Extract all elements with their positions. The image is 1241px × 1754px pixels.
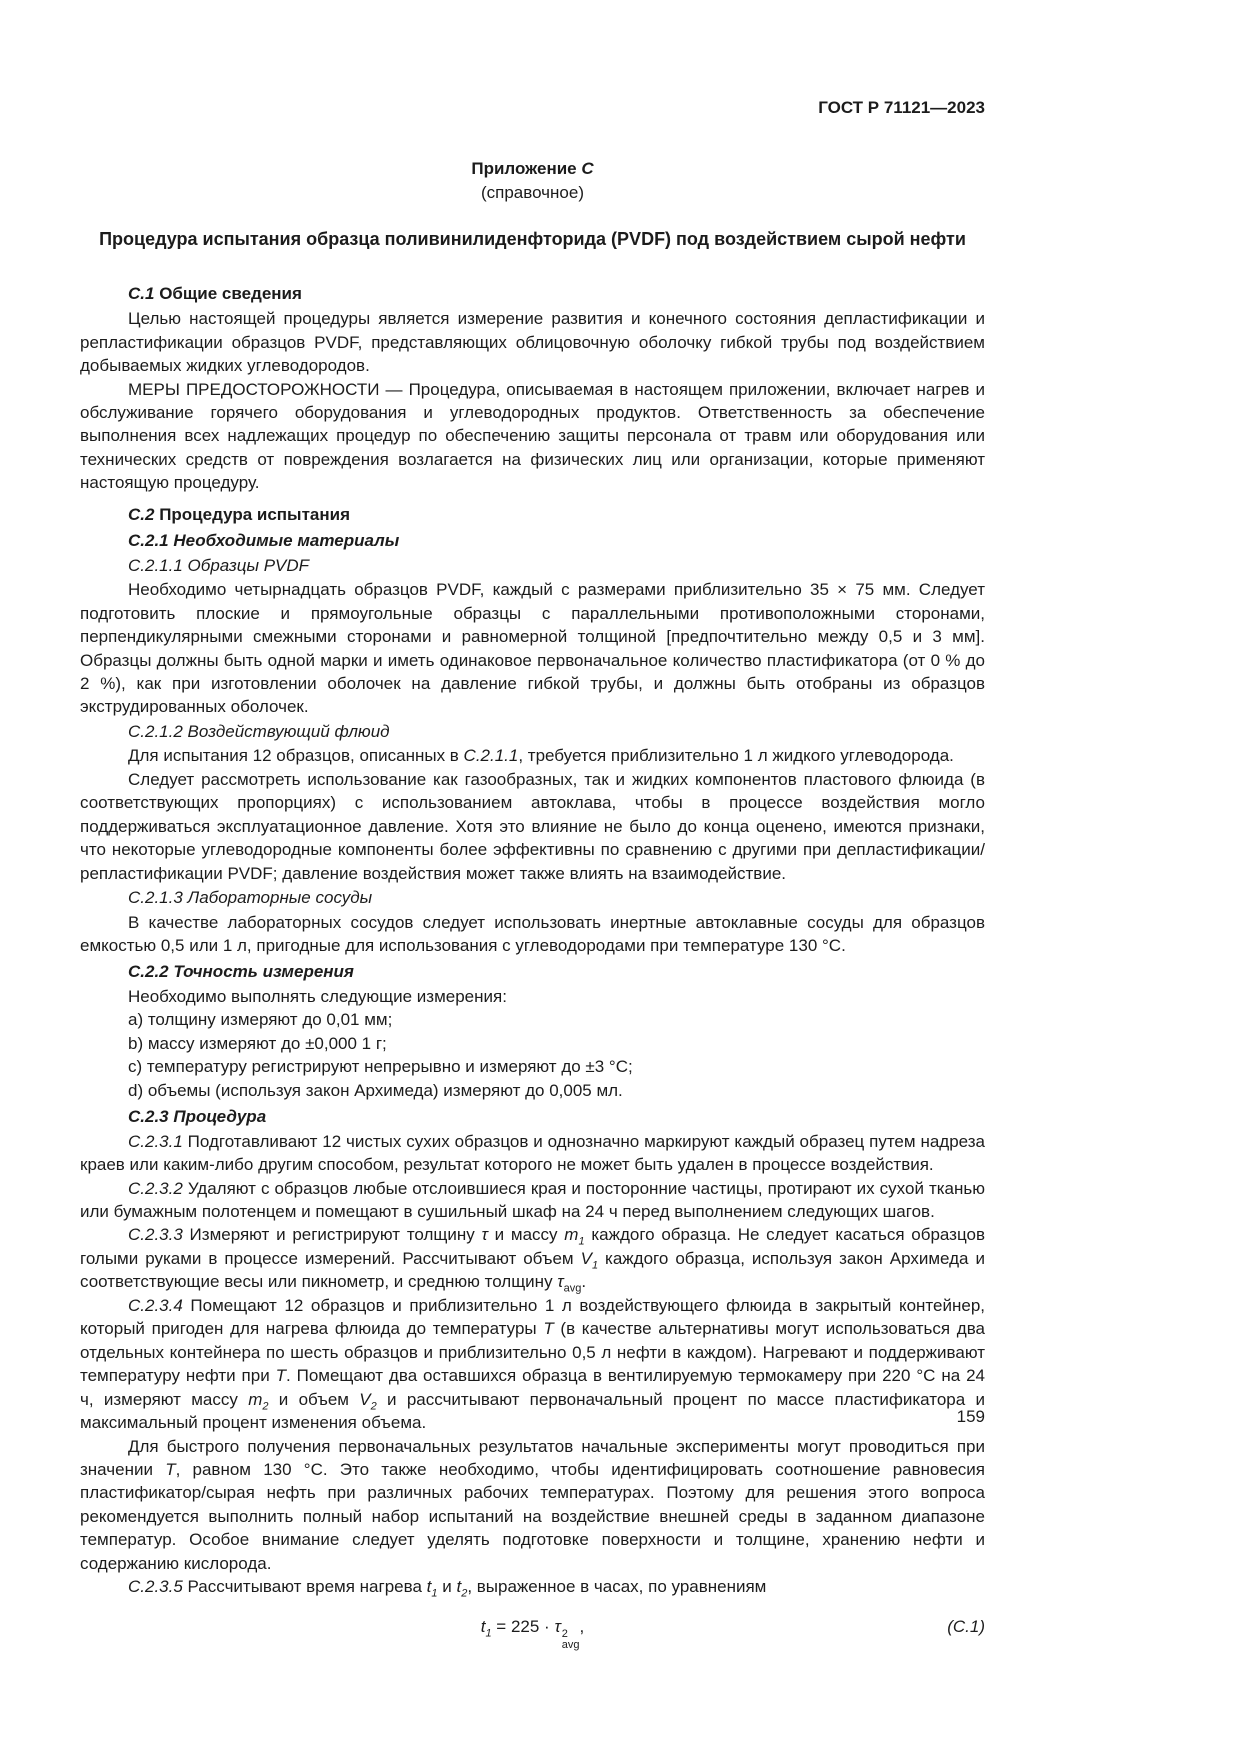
paragraph: Целью настоящей процедуры является измерение развития и конечного состояния депластификации и репластификации образцов PVDF, представляющих облицовочную оболочку гибкой трубы под воздействием добываемых жидких углеводородов. [80, 309, 985, 376]
paragraph: С.2.3.4 Помещают 12 образцов и приблизительно 1 л воздействующего флюида в закрытый контейнер, который пригоден для нагрева флюида до температуры T (в качестве альтернативы могут использоваться два отдельных контейнера по шесть образцов и приблизительно 0,5 л нефти в каждом). Нагревают и поддерживают температуру нефти при T. Помещают два оставшихся образца в вентилируемую термокамеру при 220 °С на 24 ч, измеряют массу $m_2$ и объем $V_2$ и рассчитывают первоначальный процент по массе пластификатора и максимальный процент изменения объема. [80, 1295, 985, 1433]
list-item: c) температуру регистрируют непрерывно и измеряют до ±3 °С; [128, 1057, 633, 1077]
document-header [80, 0, 985, 119]
document-footer [957, 1405, 985, 1428]
paragraph: МЕРЫ ПРЕДОСТОРОЖНОСТИ — Процедура, описываемая в настоящем приложении, включает нагрев и обслуживание горячего оборудования и углеводородных продуктов. Ответственность за обеспечение выполнения всех надлежащих процедур по обеспечению защиты персонала от травм или оборудования или технических средств от повреждения возлагается на физических лиц или организации, которые применяют настоящую процедуру. [80, 379, 985, 493]
standard-number: ГОСТ Р 71121—2023 [818, 98, 985, 117]
paragraph: С.2.3.3 Измеряют и регистрируют толщину τ и массу $m_1$ каждого образца. Не следует касаться образцов голыми руками в процессе измерений. Рассчитывают объем $V_1$ каждого образца, используя закон Архимеда и соответствующие весы или пикнометр, и среднюю толщину $\tau_{avg}$. [80, 1225, 986, 1295]
page-number: 159 [956, 1407, 985, 1426]
annex-label: Приложение С [471, 159, 594, 179]
subclause-heading: С.2.1.3 Лабораторные сосуды [128, 888, 373, 908]
paragraph: С.2.3.1 Подготавливают 12 чистых сухих образцов и однозначно маркируют каждый образец путем надреза краев или каким-либо другим способом, результат которого не может быть удален в процессе воздействия. [80, 1131, 985, 1175]
formula [80, 1599, 985, 1658]
subsection-heading: С.2.1 Необходимые материалы [128, 531, 400, 551]
subsection-heading: С.2.3 Процедура [128, 1107, 267, 1127]
subclause-heading: С.2.1.2 Воздействующий флюид [128, 721, 390, 741]
paragraph: Необходимо четырнадцать образцов PVDF, каждый с размерами приблизительно 35 × 75 мм. Следует подготовить плоские и прямоугольные образцы с параллельными противоположными сторонами, перпендикулярными смежными сторонами и равномерной толщиной [предпочтительно между 0,5 и 3 мм]. Образцы должны быть одной марки и иметь одинаковое первоначальное количество пластификатора (от 0 % до 2 %), как при изготовлении оболочек на давление гибкой трубы, и должны быть отобраны из образцов экструдированных оболочек. [80, 580, 985, 717]
annex-note: (справочное) [480, 182, 584, 202]
formula-expression: $t_1 = 225 \cdot \tau$ 2 avg , [480, 1616, 585, 1652]
list-item: d) объемы (используя закон Архимеда) измеряют до 0,005 мл. [128, 1080, 623, 1100]
subsection-heading: С.2.2 Точность измерения [128, 962, 354, 982]
paragraph: В качестве лабораторных сосудов следует использовать инертные автоклавные сосуды для образцов емкостью 0,5 или 1 л, пригодные для использования с углеводородами при температуре 130 °С. [80, 912, 985, 955]
paragraph: Для испытания 12 образцов, описанных в С.2.1.1, требуется приблизительно 1 л жидкого углеводорода. [128, 746, 954, 766]
subclause-heading: С.2.1.1 Образцы PVDF [128, 555, 310, 575]
document-title: Процедура испытания образца поливинилиденфторида (PVDF) под воздействием сырой нефти [99, 229, 966, 250]
list-item: a) толщину измеряют до 0,01 мм; [128, 1010, 393, 1030]
page-content [80, 0, 985, 1754]
paragraph: С.2.3.5 Рассчитывают время нагрева $t_1$ и $t_2$, выраженное в часах, по уравнениям [128, 1577, 767, 1600]
paragraph: Необходимо выполнять следующие измерения: [128, 986, 507, 1006]
document-body [80, 157, 985, 1657]
list-item: b) массу измеряют до ±0,000 1 г; [128, 1033, 387, 1053]
paragraph: Для быстрого получения первоначальных результатов начальные эксперименты могут проводиться при значении T, равном 130 °С. Это также необходимо, чтобы идентифицировать соотношение равновесия пластификатор/сырая нефть при различных рабочих температурах. Поэтому для решения этого вопроса рекомендуется выполнить полный набор испытаний на воздействие внешней среды в заданном диапазоне температур. Особое внимание следует уделять подготовке поверхности и толщине, хранению нефти и содержанию кислорода. [80, 1436, 985, 1573]
section-heading: С.1 Общие сведения [128, 283, 302, 303]
paragraph: С.2.3.2 Удаляют с образцов любые отслоившиеся края и посторонние частицы, протирают их сухой тканью или бумажным полотенцем и помещают в сушильный шкаф на 24 ч перед выполнением следующих шагов. [80, 1178, 985, 1221]
sup-sub-script: 2 avg [561, 1627, 580, 1652]
section-heading: С.2 Процедура испытания [128, 504, 350, 524]
formula-number: (С.1) [947, 1616, 985, 1636]
paragraph: Следует рассмотреть использование как газообразных, так и жидких компонентов пластового флюида (в соответствующих пропорциях) с использованием автоклава, чтобы в процессе воздействия могло поддерживаться эксплуатационное давление. Хотя это влияние не было до конца оценено, имеются признаки, что некоторые углеводородные компоненты более эффективны по сравнению с другими при депластификации/репластификации PVDF; давление воздействия может также влиять на взаимодействие. [80, 769, 985, 883]
